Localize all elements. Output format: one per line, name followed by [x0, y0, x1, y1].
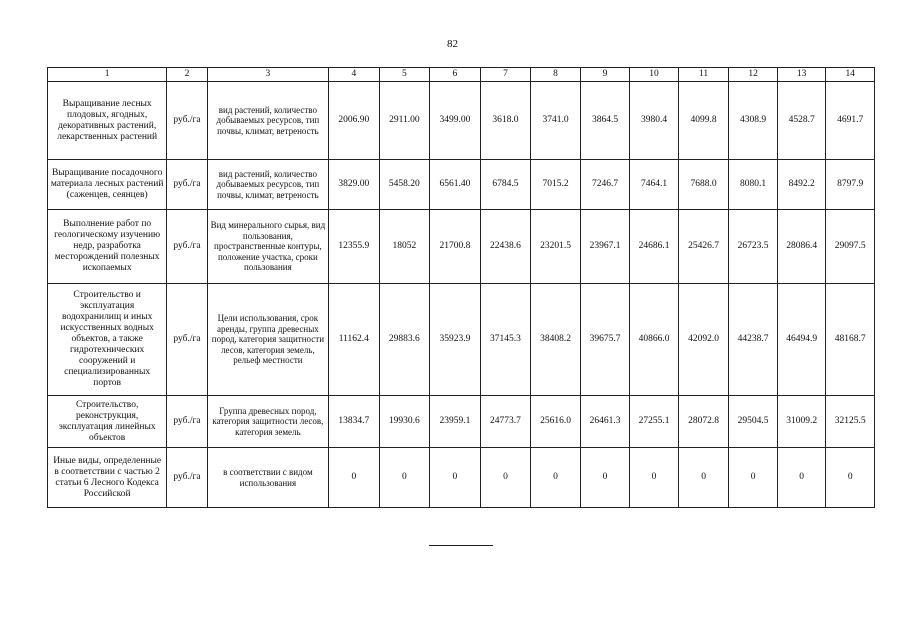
rate-value-cell: 48168.7 [826, 284, 875, 396]
rate-value-cell: 3618.0 [480, 82, 531, 160]
rate-value-cell: 0 [531, 448, 581, 508]
rate-value-cell: 28086.4 [777, 210, 826, 284]
rate-value-cell: 25616.0 [531, 396, 581, 448]
rate-value-cell: 22438.6 [480, 210, 531, 284]
column-number: 2 [167, 68, 207, 82]
rate-value-cell: 4528.7 [777, 82, 826, 160]
rate-value-cell: 21700.8 [430, 210, 481, 284]
rate-value-cell: 40866.0 [630, 284, 679, 396]
table-row [48, 160, 875, 210]
unit-cell: руб./га [167, 160, 207, 210]
column-number: 12 [729, 68, 778, 82]
rate-value-cell: 8080.1 [729, 160, 778, 210]
activity-cell: Иные виды, определенные в соответствии с частью 2 статьи 6 Лесного Кодекса Российской [48, 448, 167, 508]
criteria-cell: Цели использования, срок аренды, группа древесных пород, категория защитности лесов, категория земель, рельеф местности [207, 284, 328, 396]
rate-value-cell: 28072.8 [678, 396, 729, 448]
rate-value-cell: 23959.1 [430, 396, 481, 448]
rate-value-cell: 0 [826, 448, 875, 508]
rate-value-cell: 29097.5 [826, 210, 875, 284]
rate-value-cell: 25426.7 [678, 210, 729, 284]
rate-value-cell: 37145.3 [480, 284, 531, 396]
rate-value-cell: 12355.9 [329, 210, 380, 284]
unit-cell: руб./га [167, 210, 207, 284]
rate-value-cell: 3829.00 [329, 160, 380, 210]
criteria-cell: в соответствии с видом использования [207, 448, 328, 508]
rate-value-cell: 0 [630, 448, 679, 508]
column-number: 11 [678, 68, 729, 82]
rate-value-cell: 0 [580, 448, 630, 508]
rate-value-cell: 38408.2 [531, 284, 581, 396]
column-number: 9 [580, 68, 630, 82]
rate-value-cell: 4099.8 [678, 82, 729, 160]
column-number: 10 [630, 68, 679, 82]
rate-value-cell: 26461.3 [580, 396, 630, 448]
rate-value-cell: 7688.0 [678, 160, 729, 210]
rate-value-cell: 5458.20 [379, 160, 430, 210]
unit-cell: руб./га [167, 448, 207, 508]
column-number: 13 [777, 68, 826, 82]
criteria-cell: Группа древесных пород, категория защитности лесов, категория земель [207, 396, 328, 448]
rates-table [47, 67, 875, 508]
rate-value-cell: 8797.9 [826, 160, 875, 210]
unit-cell: руб./га [167, 396, 207, 448]
unit-cell: руб./га [167, 284, 207, 396]
rate-value-cell: 24686.1 [630, 210, 679, 284]
rate-value-cell: 3741.0 [531, 82, 581, 160]
rate-value-cell: 23201.5 [531, 210, 581, 284]
rate-value-cell: 6784.5 [480, 160, 531, 210]
criteria-cell: Вид минерального сырья, вид пользования, пространственные контуры, положение участка, сроки пользования [207, 210, 328, 284]
rate-value-cell: 31009.2 [777, 396, 826, 448]
rate-value-cell: 7015.2 [531, 160, 581, 210]
rate-value-cell: 19930.6 [379, 396, 430, 448]
footer-rule [429, 545, 493, 546]
table-row [48, 82, 875, 160]
rate-value-cell: 7464.1 [630, 160, 679, 210]
rate-value-cell: 7246.7 [580, 160, 630, 210]
criteria-cell: вид растений, количество добываемых ресурсов, тип почвы, климат, ветреность [207, 82, 328, 160]
table-row [48, 210, 875, 284]
unit-cell: руб./га [167, 82, 207, 160]
page-number: 82 [447, 38, 458, 50]
rate-value-cell: 0 [480, 448, 531, 508]
column-number: 4 [329, 68, 380, 82]
activity-cell: Выращивание лесных плодовых, ягодных, декоративных растений, лекарственных растений [48, 82, 167, 160]
rate-value-cell: 2006.90 [329, 82, 380, 160]
rate-value-cell: 32125.5 [826, 396, 875, 448]
rate-value-cell: 0 [379, 448, 430, 508]
rate-value-cell: 0 [329, 448, 380, 508]
column-number: 3 [207, 68, 328, 82]
table-row [48, 448, 875, 508]
table-row [48, 284, 875, 396]
activity-cell: Выполнение работ по геологическому изучению недр, разработка месторождений полезных ископаемых [48, 210, 167, 284]
column-number: 8 [531, 68, 581, 82]
rate-value-cell: 4691.7 [826, 82, 875, 160]
rate-value-cell: 3980.4 [630, 82, 679, 160]
rate-value-cell: 0 [777, 448, 826, 508]
table-row [48, 396, 875, 448]
rate-value-cell: 44238.7 [729, 284, 778, 396]
rate-value-cell: 26723.5 [729, 210, 778, 284]
rate-value-cell: 29504.5 [729, 396, 778, 448]
rate-value-cell: 3864.5 [580, 82, 630, 160]
criteria-cell: вид растений, количество добываемых ресурсов, тип почвы, климат, ветреность [207, 160, 328, 210]
rate-value-cell: 11162.4 [329, 284, 380, 396]
column-number: 5 [379, 68, 430, 82]
column-number: 7 [480, 68, 531, 82]
rate-value-cell: 8492.2 [777, 160, 826, 210]
rate-value-cell: 39675.7 [580, 284, 630, 396]
column-number: 1 [48, 68, 167, 82]
rate-value-cell: 4308.9 [729, 82, 778, 160]
rate-value-cell: 29883.6 [379, 284, 430, 396]
activity-cell: Строительство и эксплуатация водохранилищ и иных искусственных водных объектов, а также гидротехнических сооружений и специализированных портов [48, 284, 167, 396]
rate-value-cell: 6561.40 [430, 160, 481, 210]
rate-value-cell: 0 [729, 448, 778, 508]
rate-value-cell: 42092.0 [678, 284, 729, 396]
rate-value-cell: 23967.1 [580, 210, 630, 284]
rate-value-cell: 2911.00 [379, 82, 430, 160]
rate-value-cell: 0 [678, 448, 729, 508]
rate-value-cell: 0 [430, 448, 481, 508]
rate-value-cell: 3499.00 [430, 82, 481, 160]
column-number: 6 [430, 68, 481, 82]
column-number: 14 [826, 68, 875, 82]
activity-cell: Выращивание посадочного материала лесных растений (саженцев, сеянцев) [48, 160, 167, 210]
column-number-row [48, 68, 875, 82]
rate-value-cell: 13834.7 [329, 396, 380, 448]
rate-value-cell: 35923.9 [430, 284, 481, 396]
rate-value-cell: 46494.9 [777, 284, 826, 396]
rate-value-cell: 27255.1 [630, 396, 679, 448]
activity-cell: Строительство, реконструкция, эксплуатация линейных объектов [48, 396, 167, 448]
rate-value-cell: 18052 [379, 210, 430, 284]
rate-value-cell: 24773.7 [480, 396, 531, 448]
